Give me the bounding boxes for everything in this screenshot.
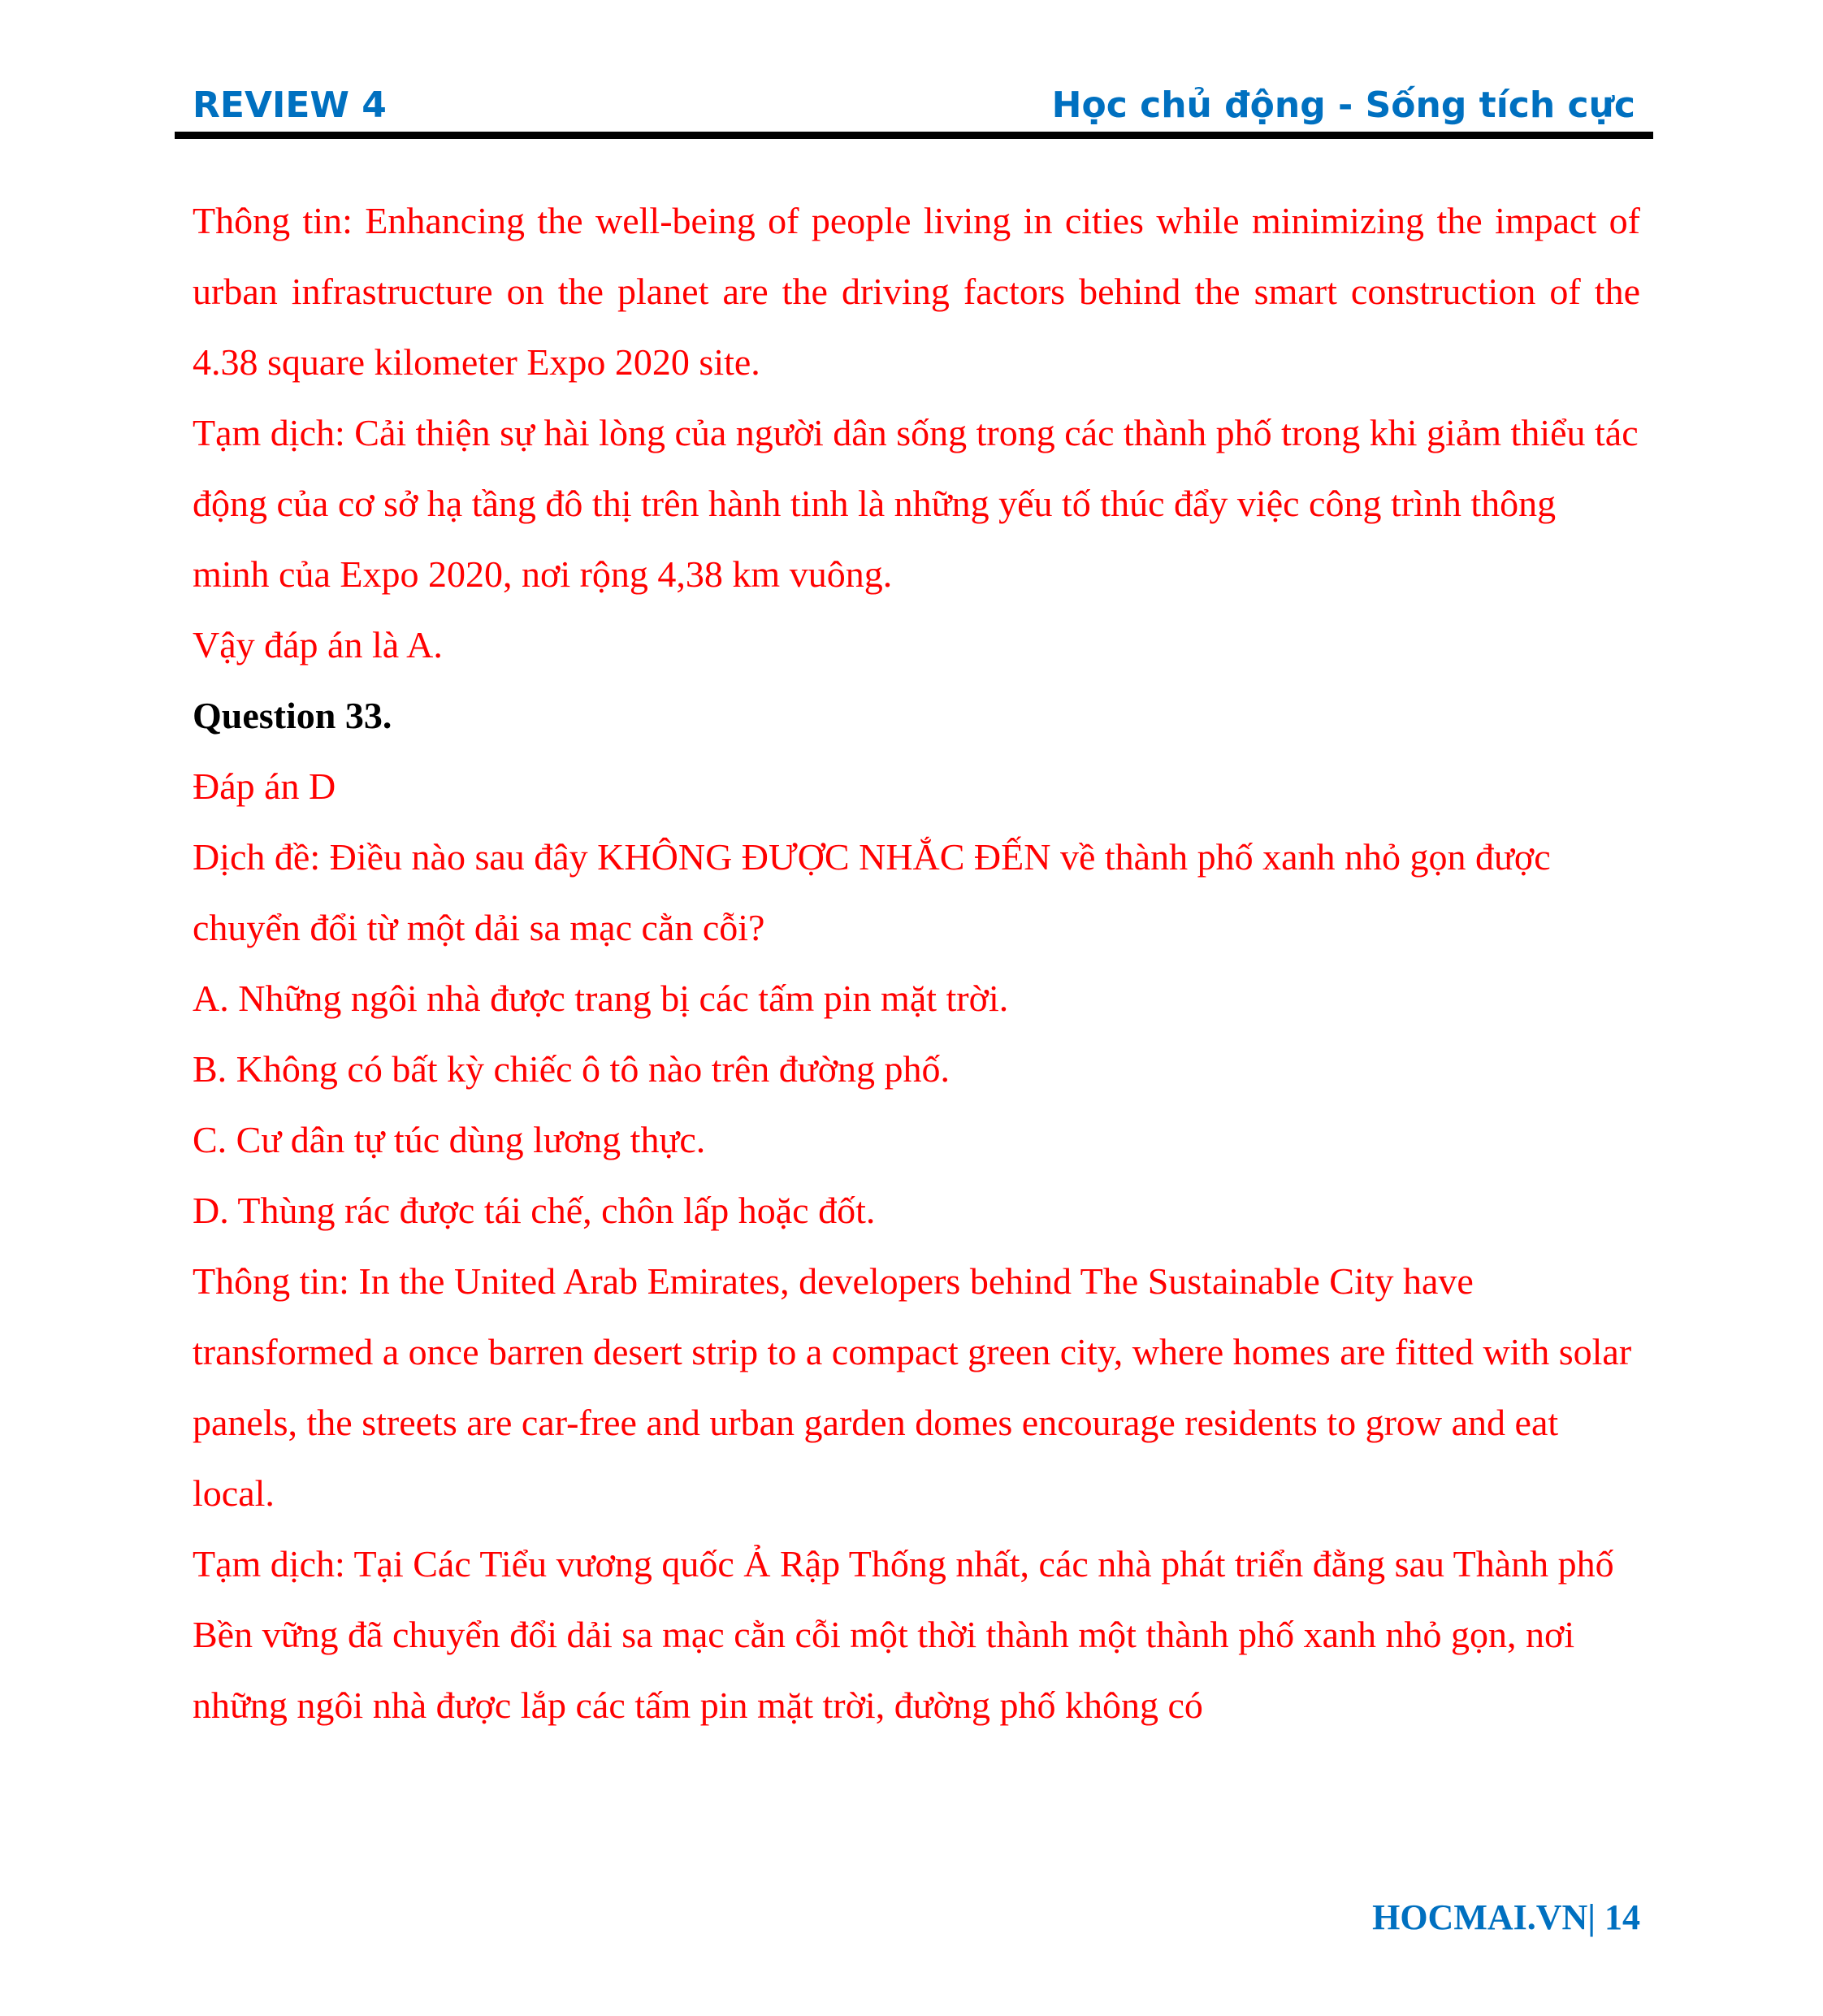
option-b: B. Không có bất kỳ chiếc ô tô nào trên đường phố. [193,1048,950,1090]
info-paragraph-2: Thông tin: In the United Arab Emirates, developers behind The Sustainable City have transformed a once barren desert strip to a compact green city, where homes are fitted with solar panels, the streets are car-free and urban garden domes encourage residents to grow and eat local. [193,1260,1632,1514]
question-title: Question 33. [193,695,392,736]
page-footer: HOCMAI.VN| 14 [1372,1897,1640,1937]
question-translation: Dịch đề: Điều nào sau đây KHÔNG ĐƯỢC NHẮC ĐẾN về thành phố xanh nhỏ gọn được chuyển đổi từ một dải sa mạc cằn cỗi? [193,836,1551,948]
conclusion-line: Vậy đáp án là A. [193,624,443,665]
translation-paragraph-2: Tạm dịch: Tại Các Tiểu vương quốc Ả Rập Thống nhất, các nhà phát triển đằng sau Thành phố Bền vững đã chuyển đổi dải sa mạc cằn cỗi một thời thành một thành phố xanh nhỏ gọn, nơi những ngôi nhà được lắp các tấm pin mặt trời, đường phố không có [193,1543,1614,1726]
header-title: REVIEW 4 [193,85,387,126]
page-header [175,80,1653,138]
option-a: A. Những ngôi nhà được trang bị các tấm pin mặt trời. [193,978,1009,1019]
answer-line: Đáp án D [193,765,336,807]
header-slogan: Học chủ động - Sống tích cực [1051,85,1635,126]
translation-paragraph-1: Tạm dịch: Cải thiện sự hài lòng của người dân sống trong các thành phố trong khi giảm thiểu tác động của cơ sở hạ tầng đô thị trên hành tinh là những yếu tố thúc đẩy việc công trình thông minh của Expo 2020, nơi rộng 4,38 km vuông. [193,412,1639,595]
page-content [193,185,1640,1741]
option-d: D. Thùng rác được tái chế, chôn lấp hoặc đốt. [193,1190,876,1231]
option-c: C. Cư dân tự túc dùng lương thực. [193,1119,706,1160]
info-paragraph-1: Thông tin: Enhancing the well-being of people living in cities while minimizing the impact of urban infrastructure on the planet are the driving factors behind the smart construction of the 4.38 square kilometer Expo 2020 site. [193,200,1640,383]
header-divider [175,132,1653,139]
